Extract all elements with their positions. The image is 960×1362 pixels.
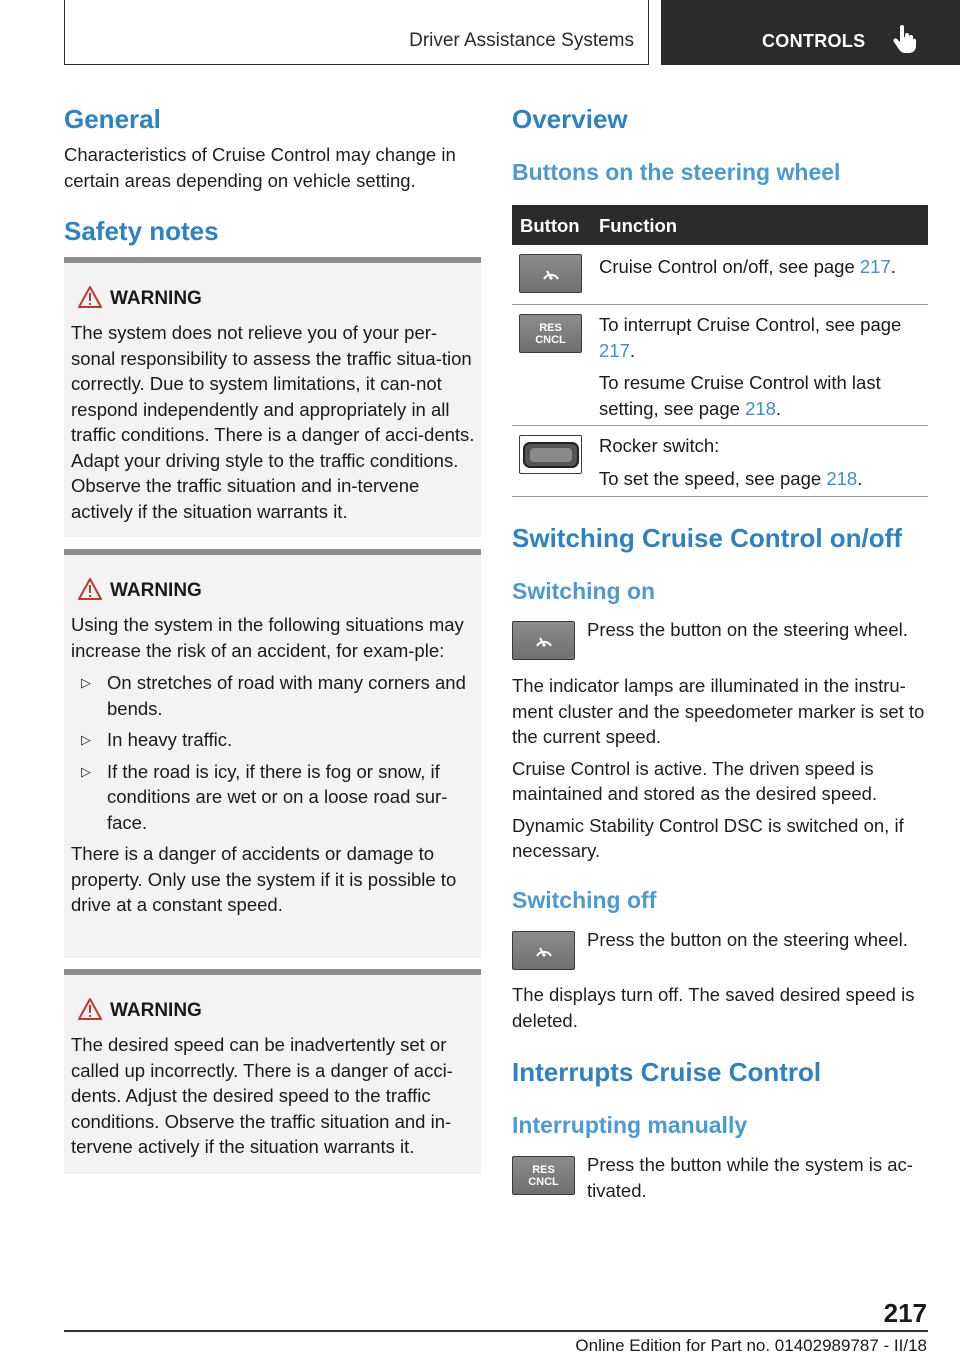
header-chapter-tab	[661, 0, 960, 65]
res-cncl-icon: RES CNCL	[512, 1156, 575, 1195]
function-text: To interrupt Cruise Control, see page 217. To resume Cruise Control with last setting, see page 218.	[599, 314, 902, 419]
column-header-button: Button	[520, 215, 580, 236]
page-link[interactable]: 217	[599, 339, 630, 361]
warning-box-3	[64, 969, 481, 1174]
general-text: Characteristics of Cruise Control may change in certain areas depending on vehicle setting.	[64, 144, 456, 191]
footer-divider	[64, 1330, 928, 1332]
warning-icon	[77, 997, 103, 1021]
list-item: ▷ In heavy traffic.	[71, 727, 476, 753]
cruise-control-icon	[512, 621, 575, 660]
switching-off-body: The displays turn off. The saved desired speed is deleted.	[512, 984, 915, 1031]
list-item: ▷ On stretches of road with many corners and bends.	[81, 672, 466, 719]
page-link[interactable]: 218	[745, 397, 776, 419]
list-item: ▷ If the road is icy, if there is fog or snow, if conditions are wet or on a loose road sur-face.	[81, 760, 448, 833]
warning-icon	[77, 577, 103, 601]
switching-on-heading: Switching on	[512, 578, 656, 604]
rocker-switch-icon	[519, 435, 582, 474]
warning-text: The system does not relieve you of your per-sonal responsibility to assess the traffic situa-tion correctly. Due to system limitations, it can-not respond independently and appropriately in all traffic conditions. There is a danger of acci-dents. Adapt your driving style to the traffic conditions. Observe the traffic situation and in-tervene actively if the situation warrants it.	[71, 322, 475, 522]
switching-on-press: Press the button on the steering wheel.	[587, 619, 908, 640]
general-heading: General	[64, 104, 161, 134]
function-text: Rocker switch: To set the speed, see page 218.	[599, 435, 863, 489]
switching-off-heading: Switching off	[512, 887, 657, 913]
table-row	[512, 426, 928, 497]
warning-intro: Using the system in the following situations may increase the risk of an accident, for exam-ple:	[71, 614, 464, 661]
warning-title: WARNING	[110, 580, 202, 601]
bullet-triangle-icon: ▷	[81, 675, 91, 690]
safety-notes-heading: Safety notes	[64, 216, 219, 246]
pointing-hand-icon	[893, 25, 917, 53]
interrupting-manually-heading: Interrupting manually	[512, 1112, 748, 1138]
column-header-function: Function	[599, 215, 678, 236]
res-cncl-icon: RES CNCL	[519, 314, 582, 353]
switching-off-press: Press the button on the steering wheel.	[587, 929, 908, 950]
warning-list	[71, 670, 476, 835]
header-chapter-title: CONTROLS	[762, 31, 866, 51]
function-text: Cruise Control on/off, see page 217.	[599, 256, 896, 277]
switching-heading: Switching Cruise Control on/off	[512, 523, 902, 553]
warning-outro: There is a danger of accidents or damage to property. Only use the system if it is possible to drive at a constant speed.	[71, 843, 457, 915]
table-row	[512, 305, 928, 426]
warning-box-2	[64, 549, 481, 958]
header-section-tab	[64, 0, 649, 65]
interrupting-manually-press: Press the button while the system is ac-tivated.	[587, 1154, 913, 1201]
table-header	[512, 205, 928, 245]
page-link[interactable]: 217	[859, 256, 891, 277]
bullet-triangle-icon: ▷	[81, 732, 91, 747]
interrupts-heading: Interrupts Cruise Control	[512, 1057, 822, 1087]
warning-box-1	[64, 257, 481, 537]
page-link[interactable]: 218	[826, 467, 858, 489]
bullet-triangle-icon: ▷	[81, 763, 91, 779]
warning-title: WARNING	[110, 288, 202, 309]
overview-heading: Overview	[512, 104, 628, 134]
buttons-heading: Buttons on the steering wheel	[512, 159, 841, 185]
switching-on-body: The indicator lamps are illuminated in the instru-ment cluster and the speedometer marker is set to the current speed. Cruise Control is active. The driven speed is maintained and stored as the desired speed. Dynamic Stability Control DSC is switched on, if necessary.	[512, 675, 925, 861]
warning-text: The desired speed can be inadvertently set or called up incorrectly. There is a danger of acci-dents. Adjust the desired speed to the traffic conditions. Observe the traffic situation and in-tervene actively if the situation warrants it.	[71, 1034, 453, 1157]
table-row	[512, 245, 928, 305]
cruise-control-icon	[512, 931, 575, 970]
warning-icon	[77, 285, 103, 309]
cruise-control-icon	[519, 254, 582, 293]
page-number: 217	[883, 1298, 927, 1328]
warning-title: WARNING	[110, 1000, 202, 1021]
edition-text: Online Edition for Part no. 01402989787 - II/18	[575, 1336, 927, 1355]
header-section-title: Driver Assistance Systems	[409, 30, 634, 51]
